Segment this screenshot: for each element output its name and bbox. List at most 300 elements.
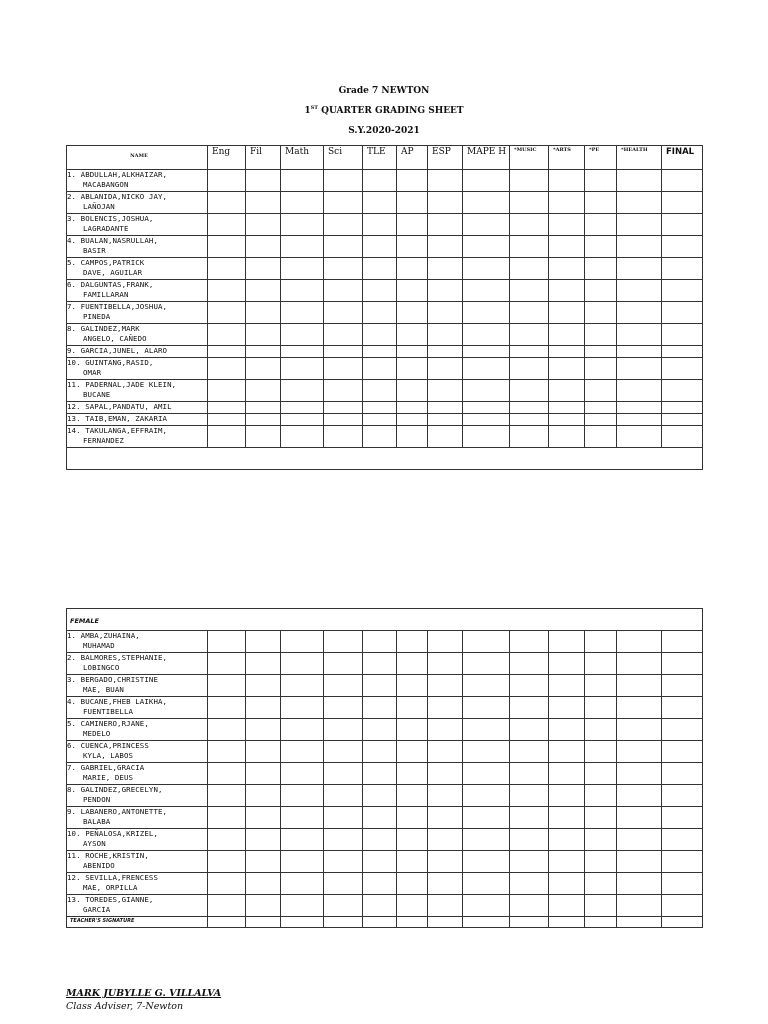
grade-cell[interactable] — [363, 851, 397, 873]
grade-cell[interactable] — [617, 763, 662, 785]
grade-cell[interactable] — [246, 280, 281, 302]
grade-cell[interactable] — [617, 895, 662, 917]
grade-cell[interactable] — [363, 358, 397, 380]
grade-cell[interactable] — [549, 280, 585, 302]
grade-cell[interactable] — [281, 631, 324, 653]
grade-cell[interactable] — [662, 829, 703, 851]
grade-cell[interactable] — [510, 258, 549, 280]
grade-cell[interactable] — [549, 302, 585, 324]
grade-cell[interactable] — [549, 170, 585, 192]
grade-cell[interactable] — [397, 380, 428, 402]
grade-cell[interactable] — [397, 807, 428, 829]
grade-cell[interactable] — [617, 380, 662, 402]
grade-cell[interactable] — [549, 785, 585, 807]
grade-cell[interactable] — [324, 697, 363, 719]
grade-cell[interactable] — [281, 851, 324, 873]
grade-cell[interactable] — [585, 763, 617, 785]
grade-cell[interactable] — [397, 414, 428, 426]
grade-cell[interactable] — [281, 675, 324, 697]
grade-cell[interactable] — [397, 719, 428, 741]
grade-cell[interactable] — [246, 697, 281, 719]
grade-cell[interactable] — [510, 631, 549, 653]
grade-cell[interactable] — [463, 426, 510, 448]
grade-cell[interactable] — [510, 895, 549, 917]
grade-cell[interactable] — [363, 236, 397, 258]
grade-cell[interactable] — [662, 402, 703, 414]
grade-cell[interactable] — [662, 280, 703, 302]
grade-cell[interactable] — [617, 785, 662, 807]
grade-cell[interactable] — [428, 851, 463, 873]
grade-cell[interactable] — [428, 324, 463, 346]
grade-cell[interactable] — [617, 829, 662, 851]
grade-cell[interactable] — [585, 192, 617, 214]
grade-cell[interactable] — [208, 402, 246, 414]
grade-cell[interactable] — [281, 829, 324, 851]
grade-cell[interactable] — [549, 402, 585, 414]
grade-cell[interactable] — [428, 358, 463, 380]
grade-cell[interactable] — [363, 829, 397, 851]
grade-cell[interactable] — [662, 380, 703, 402]
grade-cell[interactable] — [363, 302, 397, 324]
grade-cell[interactable] — [617, 192, 662, 214]
grade-cell[interactable] — [363, 380, 397, 402]
grade-cell[interactable] — [281, 653, 324, 675]
grade-cell[interactable] — [662, 697, 703, 719]
grade-cell[interactable] — [363, 280, 397, 302]
grade-cell[interactable] — [463, 807, 510, 829]
grade-cell[interactable] — [617, 873, 662, 895]
grade-cell[interactable] — [281, 380, 324, 402]
grade-cell[interactable] — [397, 873, 428, 895]
grade-cell[interactable] — [662, 258, 703, 280]
grade-cell[interactable] — [510, 675, 549, 697]
grade-cell[interactable] — [662, 346, 703, 358]
grade-cell[interactable] — [324, 851, 363, 873]
grade-cell[interactable] — [617, 346, 662, 358]
grade-cell[interactable] — [428, 170, 463, 192]
grade-cell[interactable] — [208, 763, 246, 785]
grade-cell[interactable] — [585, 302, 617, 324]
signature-cell[interactable] — [208, 917, 246, 928]
grade-cell[interactable] — [428, 741, 463, 763]
grade-cell[interactable] — [549, 675, 585, 697]
grade-cell[interactable] — [662, 807, 703, 829]
grade-cell[interactable] — [510, 426, 549, 448]
grade-cell[interactable] — [363, 675, 397, 697]
grade-cell[interactable] — [428, 380, 463, 402]
signature-cell[interactable] — [428, 917, 463, 928]
grade-cell[interactable] — [397, 170, 428, 192]
grade-cell[interactable] — [281, 358, 324, 380]
grade-cell[interactable] — [397, 358, 428, 380]
grade-cell[interactable] — [617, 358, 662, 380]
grade-cell[interactable] — [585, 170, 617, 192]
grade-cell[interactable] — [549, 807, 585, 829]
grade-cell[interactable] — [281, 741, 324, 763]
grade-cell[interactable] — [397, 192, 428, 214]
grade-cell[interactable] — [428, 873, 463, 895]
grade-cell[interactable] — [324, 324, 363, 346]
grade-cell[interactable] — [324, 302, 363, 324]
grade-cell[interactable] — [510, 414, 549, 426]
grade-cell[interactable] — [281, 414, 324, 426]
grade-cell[interactable] — [363, 741, 397, 763]
grade-cell[interactable] — [617, 741, 662, 763]
grade-cell[interactable] — [662, 653, 703, 675]
grade-cell[interactable] — [549, 414, 585, 426]
grade-cell[interactable] — [617, 631, 662, 653]
grade-cell[interactable] — [363, 653, 397, 675]
grade-cell[interactable] — [208, 258, 246, 280]
grade-cell[interactable] — [208, 653, 246, 675]
grade-cell[interactable] — [281, 426, 324, 448]
grade-cell[interactable] — [585, 324, 617, 346]
grade-cell[interactable] — [397, 258, 428, 280]
grade-cell[interactable] — [662, 785, 703, 807]
grade-cell[interactable] — [428, 807, 463, 829]
grade-cell[interactable] — [463, 236, 510, 258]
grade-cell[interactable] — [549, 346, 585, 358]
grade-cell[interactable] — [549, 895, 585, 917]
grade-cell[interactable] — [363, 214, 397, 236]
grade-cell[interactable] — [246, 170, 281, 192]
grade-cell[interactable] — [510, 653, 549, 675]
grade-cell[interactable] — [463, 653, 510, 675]
grade-cell[interactable] — [363, 697, 397, 719]
grade-cell[interactable] — [428, 675, 463, 697]
grade-cell[interactable] — [324, 653, 363, 675]
grade-cell[interactable] — [208, 302, 246, 324]
grade-cell[interactable] — [324, 785, 363, 807]
grade-cell[interactable] — [428, 631, 463, 653]
grade-cell[interactable] — [585, 414, 617, 426]
grade-cell[interactable] — [662, 414, 703, 426]
grade-cell[interactable] — [208, 236, 246, 258]
grade-cell[interactable] — [363, 785, 397, 807]
grade-cell[interactable] — [585, 697, 617, 719]
signature-cell[interactable] — [397, 917, 428, 928]
grade-cell[interactable] — [617, 258, 662, 280]
grade-cell[interactable] — [662, 631, 703, 653]
grade-cell[interactable] — [662, 741, 703, 763]
grade-cell[interactable] — [510, 324, 549, 346]
grade-cell[interactable] — [397, 236, 428, 258]
grade-cell[interactable] — [617, 214, 662, 236]
grade-cell[interactable] — [324, 895, 363, 917]
grade-cell[interactable] — [324, 170, 363, 192]
grade-cell[interactable] — [585, 402, 617, 414]
grade-cell[interactable] — [246, 346, 281, 358]
grade-cell[interactable] — [585, 653, 617, 675]
grade-cell[interactable] — [585, 380, 617, 402]
grade-cell[interactable] — [662, 675, 703, 697]
grade-cell[interactable] — [549, 236, 585, 258]
grade-cell[interactable] — [662, 192, 703, 214]
grade-cell[interactable] — [463, 829, 510, 851]
grade-cell[interactable] — [585, 785, 617, 807]
grade-cell[interactable] — [662, 214, 703, 236]
grade-cell[interactable] — [549, 631, 585, 653]
grade-cell[interactable] — [363, 631, 397, 653]
grade-cell[interactable] — [428, 719, 463, 741]
grade-cell[interactable] — [363, 414, 397, 426]
grade-cell[interactable] — [324, 380, 363, 402]
grade-cell[interactable] — [662, 324, 703, 346]
grade-cell[interactable] — [246, 675, 281, 697]
grade-cell[interactable] — [324, 741, 363, 763]
grade-cell[interactable] — [549, 741, 585, 763]
grade-cell[interactable] — [324, 236, 363, 258]
grade-cell[interactable] — [208, 719, 246, 741]
grade-cell[interactable] — [428, 346, 463, 358]
grade-cell[interactable] — [208, 807, 246, 829]
grade-cell[interactable] — [617, 697, 662, 719]
grade-cell[interactable] — [510, 785, 549, 807]
grade-cell[interactable] — [208, 675, 246, 697]
grade-cell[interactable] — [363, 258, 397, 280]
grade-cell[interactable] — [463, 895, 510, 917]
grade-cell[interactable] — [246, 895, 281, 917]
grade-cell[interactable] — [324, 258, 363, 280]
grade-cell[interactable] — [585, 426, 617, 448]
grade-cell[interactable] — [324, 414, 363, 426]
signature-cell[interactable] — [662, 917, 703, 928]
grade-cell[interactable] — [208, 214, 246, 236]
grade-cell[interactable] — [208, 895, 246, 917]
grade-cell[interactable] — [208, 741, 246, 763]
grade-cell[interactable] — [510, 346, 549, 358]
grade-cell[interactable] — [281, 170, 324, 192]
grade-cell[interactable] — [281, 697, 324, 719]
grade-cell[interactable] — [662, 895, 703, 917]
grade-cell[interactable] — [463, 763, 510, 785]
grade-cell[interactable] — [363, 873, 397, 895]
grade-cell[interactable] — [662, 851, 703, 873]
grade-cell[interactable] — [397, 851, 428, 873]
grade-cell[interactable] — [662, 170, 703, 192]
grade-cell[interactable] — [246, 324, 281, 346]
grade-cell[interactable] — [363, 807, 397, 829]
grade-cell[interactable] — [549, 258, 585, 280]
grade-cell[interactable] — [397, 214, 428, 236]
grade-cell[interactable] — [246, 851, 281, 873]
grade-cell[interactable] — [324, 402, 363, 414]
grade-cell[interactable] — [510, 719, 549, 741]
grade-cell[interactable] — [585, 631, 617, 653]
grade-cell[interactable] — [363, 192, 397, 214]
grade-cell[interactable] — [549, 719, 585, 741]
grade-cell[interactable] — [397, 324, 428, 346]
grade-cell[interactable] — [463, 631, 510, 653]
grade-cell[interactable] — [397, 895, 428, 917]
grade-cell[interactable] — [363, 346, 397, 358]
grade-cell[interactable] — [585, 873, 617, 895]
grade-cell[interactable] — [617, 402, 662, 414]
grade-cell[interactable] — [463, 302, 510, 324]
grade-cell[interactable] — [246, 192, 281, 214]
grade-cell[interactable] — [549, 380, 585, 402]
grade-cell[interactable] — [324, 719, 363, 741]
grade-cell[interactable] — [428, 280, 463, 302]
grade-cell[interactable] — [510, 807, 549, 829]
grade-cell[interactable] — [463, 741, 510, 763]
grade-cell[interactable] — [585, 719, 617, 741]
grade-cell[interactable] — [549, 214, 585, 236]
grade-cell[interactable] — [463, 851, 510, 873]
signature-cell[interactable] — [324, 917, 363, 928]
grade-cell[interactable] — [510, 741, 549, 763]
grade-cell[interactable] — [463, 785, 510, 807]
grade-cell[interactable] — [585, 807, 617, 829]
grade-cell[interactable] — [463, 697, 510, 719]
grade-cell[interactable] — [281, 302, 324, 324]
grade-cell[interactable] — [208, 280, 246, 302]
grade-cell[interactable] — [363, 170, 397, 192]
grade-cell[interactable] — [246, 214, 281, 236]
grade-cell[interactable] — [324, 192, 363, 214]
grade-cell[interactable] — [324, 873, 363, 895]
grade-cell[interactable] — [281, 324, 324, 346]
grade-cell[interactable] — [397, 426, 428, 448]
grade-cell[interactable] — [208, 170, 246, 192]
grade-cell[interactable] — [208, 414, 246, 426]
grade-cell[interactable] — [662, 358, 703, 380]
grade-cell[interactable] — [246, 380, 281, 402]
grade-cell[interactable] — [324, 426, 363, 448]
grade-cell[interactable] — [549, 829, 585, 851]
grade-cell[interactable] — [585, 675, 617, 697]
grade-cell[interactable] — [428, 214, 463, 236]
grade-cell[interactable] — [281, 236, 324, 258]
grade-cell[interactable] — [510, 851, 549, 873]
grade-cell[interactable] — [246, 719, 281, 741]
grade-cell[interactable] — [208, 785, 246, 807]
grade-cell[interactable] — [397, 741, 428, 763]
grade-cell[interactable] — [397, 697, 428, 719]
grade-cell[interactable] — [281, 895, 324, 917]
grade-cell[interactable] — [281, 346, 324, 358]
grade-cell[interactable] — [324, 829, 363, 851]
grade-cell[interactable] — [463, 358, 510, 380]
grade-cell[interactable] — [549, 324, 585, 346]
grade-cell[interactable] — [281, 763, 324, 785]
grade-cell[interactable] — [428, 258, 463, 280]
grade-cell[interactable] — [281, 258, 324, 280]
grade-cell[interactable] — [549, 192, 585, 214]
grade-cell[interactable] — [428, 402, 463, 414]
grade-cell[interactable] — [324, 675, 363, 697]
grade-cell[interactable] — [324, 631, 363, 653]
grade-cell[interactable] — [246, 402, 281, 414]
grade-cell[interactable] — [397, 829, 428, 851]
grade-cell[interactable] — [585, 741, 617, 763]
grade-cell[interactable] — [246, 873, 281, 895]
grade-cell[interactable] — [397, 402, 428, 414]
grade-cell[interactable] — [585, 236, 617, 258]
signature-cell[interactable] — [363, 917, 397, 928]
grade-cell[interactable] — [324, 346, 363, 358]
grade-cell[interactable] — [510, 358, 549, 380]
grade-cell[interactable] — [428, 829, 463, 851]
grade-cell[interactable] — [510, 214, 549, 236]
grade-cell[interactable] — [246, 358, 281, 380]
grade-cell[interactable] — [510, 192, 549, 214]
grade-cell[interactable] — [246, 653, 281, 675]
signature-cell[interactable] — [510, 917, 549, 928]
grade-cell[interactable] — [549, 763, 585, 785]
grade-cell[interactable] — [549, 358, 585, 380]
grade-cell[interactable] — [617, 170, 662, 192]
grade-cell[interactable] — [281, 873, 324, 895]
grade-cell[interactable] — [463, 214, 510, 236]
grade-cell[interactable] — [428, 236, 463, 258]
grade-cell[interactable] — [662, 302, 703, 324]
grade-cell[interactable] — [428, 785, 463, 807]
grade-cell[interactable] — [397, 763, 428, 785]
grade-cell[interactable] — [363, 402, 397, 414]
grade-cell[interactable] — [617, 675, 662, 697]
grade-cell[interactable] — [324, 763, 363, 785]
signature-cell[interactable] — [617, 917, 662, 928]
grade-cell[interactable] — [281, 280, 324, 302]
grade-cell[interactable] — [617, 807, 662, 829]
grade-cell[interactable] — [463, 414, 510, 426]
signature-cell[interactable] — [549, 917, 585, 928]
grade-cell[interactable] — [662, 763, 703, 785]
grade-cell[interactable] — [428, 192, 463, 214]
grade-cell[interactable] — [246, 302, 281, 324]
grade-cell[interactable] — [428, 426, 463, 448]
grade-cell[interactable] — [463, 258, 510, 280]
grade-cell[interactable] — [208, 346, 246, 358]
grade-cell[interactable] — [397, 280, 428, 302]
grade-cell[interactable] — [397, 631, 428, 653]
grade-cell[interactable] — [585, 214, 617, 236]
grade-cell[interactable] — [617, 302, 662, 324]
grade-cell[interactable] — [617, 324, 662, 346]
grade-cell[interactable] — [662, 873, 703, 895]
grade-cell[interactable] — [363, 426, 397, 448]
grade-cell[interactable] — [585, 280, 617, 302]
grade-cell[interactable] — [324, 280, 363, 302]
grade-cell[interactable] — [246, 236, 281, 258]
grade-cell[interactable] — [585, 258, 617, 280]
grade-cell[interactable] — [549, 697, 585, 719]
grade-cell[interactable] — [617, 280, 662, 302]
grade-cell[interactable] — [363, 895, 397, 917]
grade-cell[interactable] — [246, 426, 281, 448]
grade-cell[interactable] — [208, 829, 246, 851]
grade-cell[interactable] — [585, 358, 617, 380]
grade-cell[interactable] — [585, 829, 617, 851]
grade-cell[interactable] — [463, 873, 510, 895]
grade-cell[interactable] — [281, 719, 324, 741]
grade-cell[interactable] — [463, 380, 510, 402]
grade-cell[interactable] — [662, 719, 703, 741]
grade-cell[interactable] — [510, 380, 549, 402]
grade-cell[interactable] — [510, 236, 549, 258]
grade-cell[interactable] — [585, 851, 617, 873]
grade-cell[interactable] — [363, 763, 397, 785]
grade-cell[interactable] — [549, 873, 585, 895]
grade-cell[interactable] — [510, 302, 549, 324]
grade-cell[interactable] — [246, 763, 281, 785]
grade-cell[interactable] — [246, 741, 281, 763]
grade-cell[interactable] — [208, 873, 246, 895]
grade-cell[interactable] — [510, 873, 549, 895]
grade-cell[interactable] — [208, 851, 246, 873]
grade-cell[interactable] — [662, 236, 703, 258]
